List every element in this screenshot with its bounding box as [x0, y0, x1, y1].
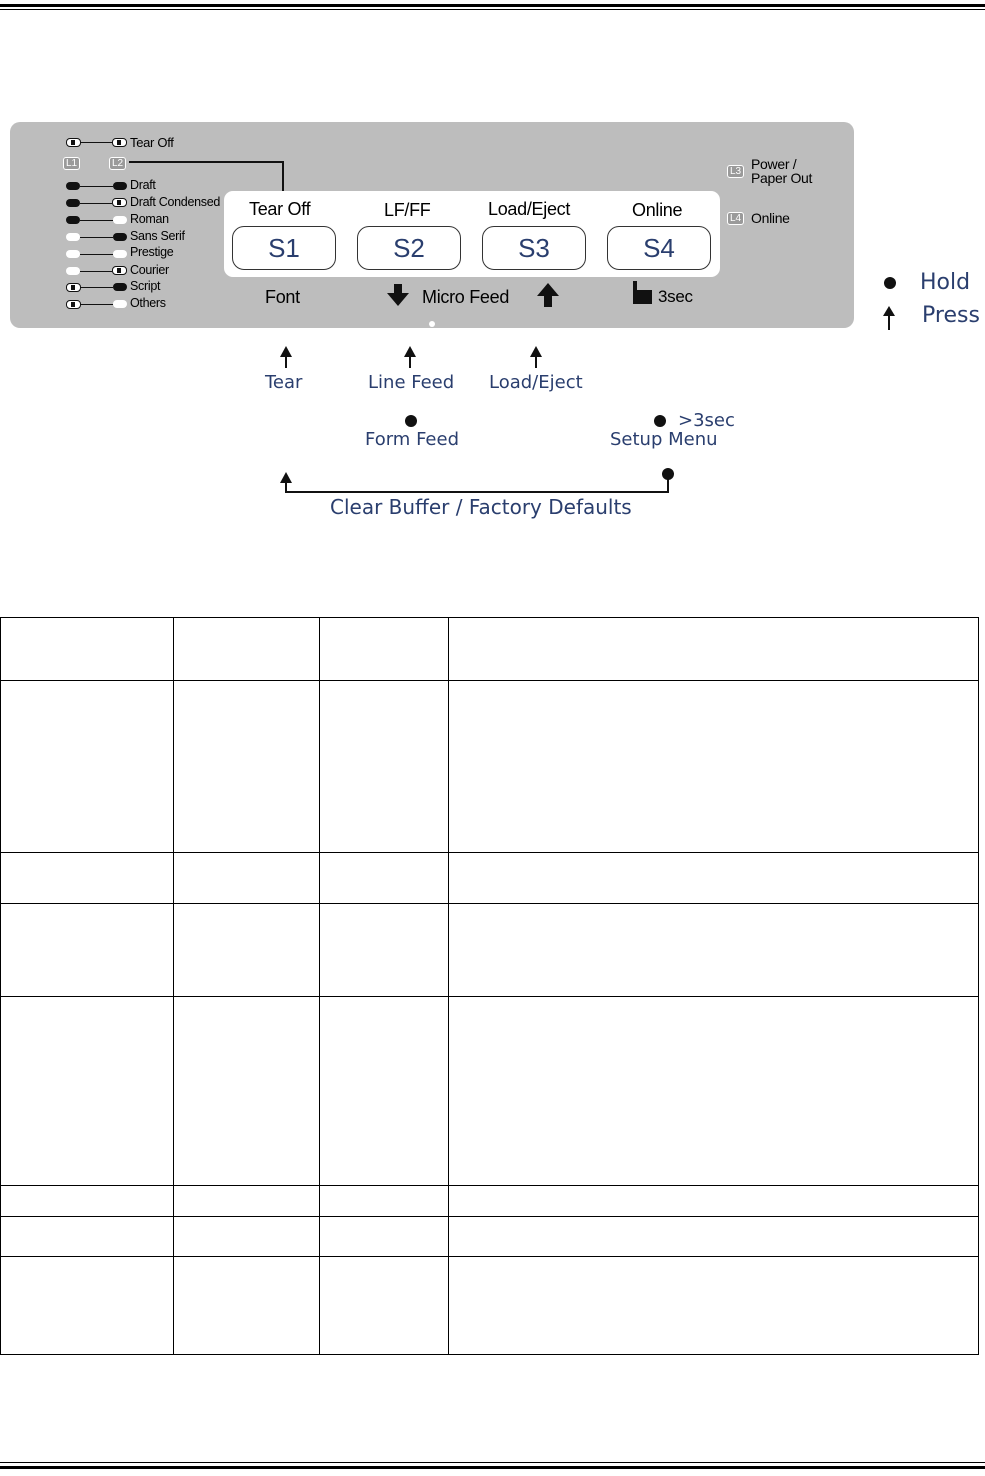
press-arrow-icon — [883, 306, 895, 330]
s3-caption: Load/Eject — [488, 199, 571, 219]
line-feed-function-label: Line Feed — [368, 372, 455, 393]
load-eject-arrow-icon — [530, 346, 542, 368]
form-feed-hold-dot — [405, 415, 417, 427]
table-row — [1, 681, 979, 853]
hold-dot-icon — [884, 277, 896, 289]
l4-label: L4 — [727, 212, 744, 225]
font-label-draft: Draft — [130, 178, 156, 192]
panel-dot — [429, 321, 435, 327]
function-table — [0, 617, 979, 1355]
l3-label: L3 — [727, 165, 744, 178]
tear-off-indicator-label: Tear Off — [130, 135, 174, 150]
table-row — [1, 1217, 979, 1257]
setup-menu-function-label: Setup Menu — [610, 429, 718, 450]
three-sec-hold-label: >3sec — [678, 410, 735, 431]
l2-label: L2 — [109, 157, 126, 170]
micro-feed-down-icon — [387, 284, 409, 306]
table-row — [1, 904, 979, 997]
font-label-script: Script — [130, 279, 161, 293]
table-row — [1, 997, 979, 1186]
load-eject-function-label: Load/Eject — [489, 372, 583, 393]
table-row — [1, 1186, 979, 1217]
s1-caption: Tear Off — [249, 199, 311, 219]
s4-key[interactable]: S4 — [607, 226, 711, 270]
micro-feed-label: Micro Feed — [422, 287, 510, 307]
font-label-sans-serif: Sans Serif — [130, 229, 185, 243]
font-label-others: Others — [130, 296, 166, 310]
micro-feed-up-icon — [537, 283, 559, 307]
table-row — [1, 853, 979, 904]
three-sec-label: 3sec — [658, 287, 693, 306]
font-label-roman: Roman — [130, 212, 169, 226]
diagram-graphics — [0, 0, 985, 600]
line-feed-arrow-icon — [404, 346, 416, 368]
hold-legend-label: Hold — [920, 270, 971, 295]
table-row — [1, 1257, 979, 1355]
s2-key[interactable]: S2 — [357, 226, 461, 270]
form-feed-function-label: Form Feed — [365, 429, 460, 450]
font-function-label: Font — [265, 287, 300, 307]
l2-connector-line — [129, 162, 283, 191]
font-label-draft-condensed: Draft Condensed — [130, 195, 221, 209]
tear-arrow-icon — [280, 346, 292, 368]
tear-function-label: Tear — [265, 372, 303, 393]
table-row — [1, 618, 979, 681]
hand-icon — [633, 281, 652, 304]
s4-caption: Online — [632, 200, 683, 220]
power-label: Power / — [751, 156, 797, 172]
setup-menu-hold-dot — [654, 415, 666, 427]
clear-buffer-function-label: Clear Buffer / Factory Defaults — [330, 495, 632, 519]
font-label-courier: Courier — [130, 263, 169, 277]
s1-key[interactable]: S1 — [232, 226, 336, 270]
press-legend-label: Press — [922, 303, 980, 328]
s3-key[interactable]: S3 — [482, 226, 586, 270]
font-label-prestige: Prestige — [130, 245, 174, 259]
paper-out-label: Paper Out — [751, 170, 813, 186]
s2-caption: LF/FF — [384, 200, 431, 220]
online-indicator-label: Online — [751, 210, 790, 226]
clear-buffer-connector — [280, 468, 674, 492]
l1-label: L1 — [63, 157, 80, 170]
